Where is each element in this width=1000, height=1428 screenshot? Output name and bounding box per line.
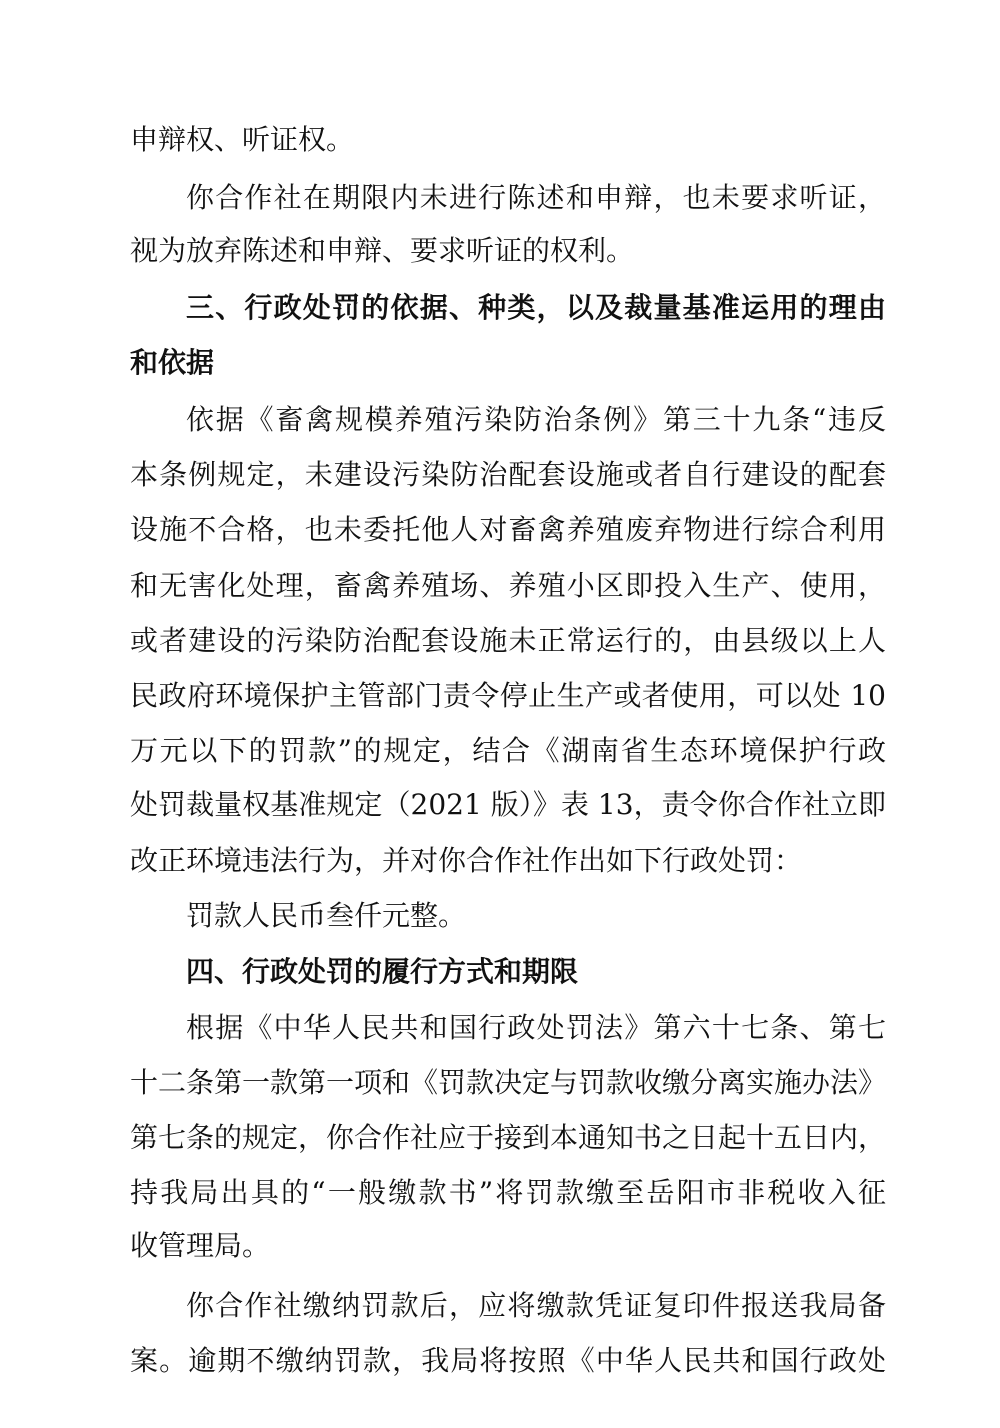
text-line: 你合作社缴纳罚款后，应将缴款凭证复印件报送我局备 — [186, 1289, 886, 1322]
text-line: 民政府环境保护主管部门责令停止生产或者使用，可以处 10 — [130, 679, 886, 712]
text-line: 设施不合格，也未委托他人对畜禽养殖废弃物进行综合利用 — [130, 513, 886, 546]
text-line: 和无害化处理，畜禽养殖场、养殖小区即投入生产、使用， — [130, 569, 886, 602]
text-line: 视为放弃陈述和申辩、要求听证的权利。 — [130, 234, 635, 267]
text-line: 第七条的规定，你合作社应于接到本通知书之日起十五日内， — [130, 1121, 886, 1154]
text-line: 依据《畜禽规模养殖污染防治条例》第三十九条“违反 — [186, 403, 886, 436]
section-heading: 和依据 — [130, 346, 215, 379]
text-line: 你合作社在期限内未进行陈述和申辩，也未要求听证， — [186, 181, 886, 214]
text-line: 本条例规定，未建设污染防治配套设施或者自行建设的配套 — [130, 458, 886, 491]
text-line: 根据《中华人民共和国行政处罚法》第六十七条、第七 — [186, 1011, 886, 1044]
text-line: 十二条第一款第一项和《罚款决定与罚款收缴分离实施办法》 — [130, 1066, 886, 1099]
text-line: 持我局出具的“一般缴款书”将罚款缴至岳阳市非税收入征 — [130, 1176, 886, 1209]
text-line: 万元以下的罚款”的规定，结合《湖南省生态环境保护行政 — [130, 734, 886, 767]
text-line: 改正环境违法行为，并对你合作社作出如下行政处罚： — [130, 844, 803, 877]
text-line: 罚款人民币叁仟元整。 — [186, 899, 467, 932]
section-heading: 四、行政处罚的履行方式和期限 — [186, 955, 579, 988]
text-line: 申辩权、听证权。 — [130, 123, 355, 156]
text-line: 或者建设的污染防治配套设施未正常运行的，由县级以上人 — [130, 624, 886, 657]
text-line: 收管理局。 — [130, 1229, 271, 1262]
section-heading: 三、行政处罚的依据、种类，以及裁量基准运用的理由 — [186, 291, 886, 324]
text-line: 案。逾期不缴纳罚款，我局将按照《中华人民共和国行政处 — [130, 1344, 886, 1377]
text-line: 处罚裁量权基准规定（2021 版）》表 13，责令你合作社立即 — [130, 788, 886, 821]
